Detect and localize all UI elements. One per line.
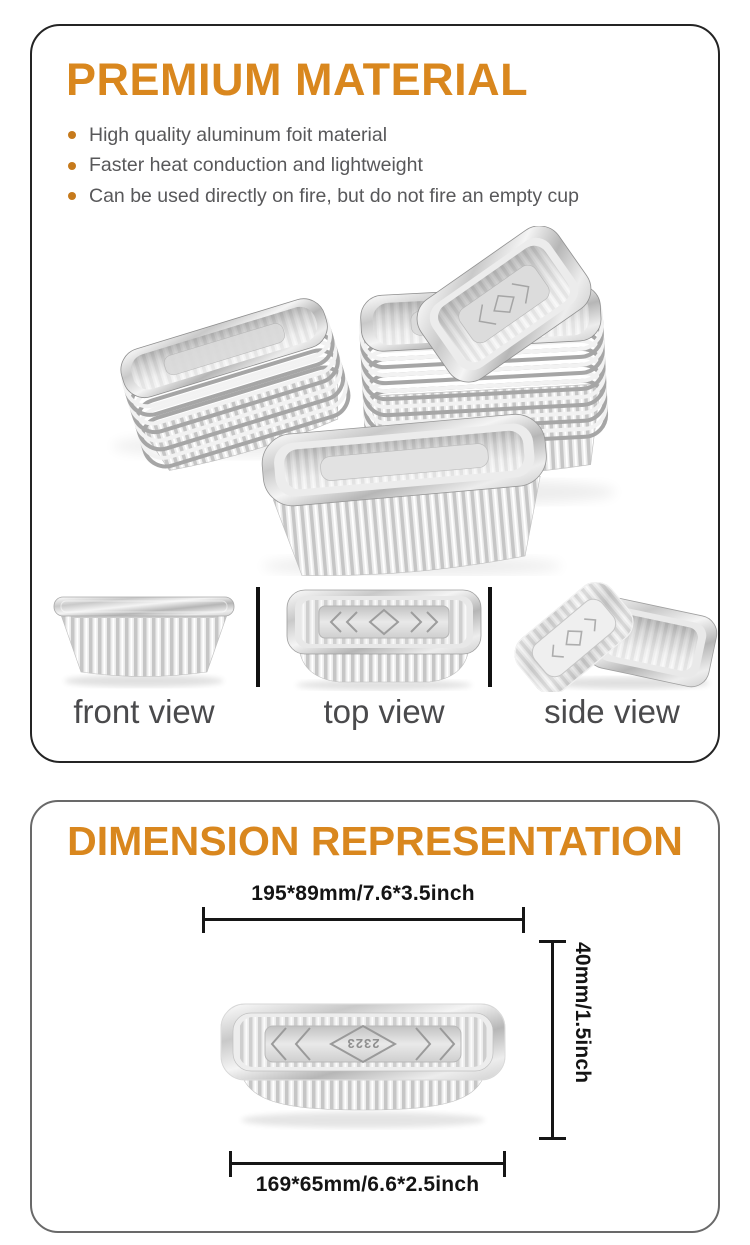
side-view-cell	[510, 582, 714, 730]
bullet-item	[68, 155, 579, 175]
bottom-dimension-label: 169*65mm/6.6*2.5inch	[255, 1173, 480, 1196]
view-label: top view	[323, 693, 445, 730]
view-label: front view	[73, 693, 215, 730]
bullet-dot-icon	[68, 192, 76, 200]
bullet-text: Faster heat conduction and lightweight	[89, 154, 423, 177]
top-view-illustration	[279, 582, 489, 692]
front-view-cell	[38, 582, 250, 730]
product-photo-illustration	[32, 226, 718, 576]
bottom-measure-line	[230, 1162, 505, 1165]
front-view-illustration	[44, 582, 244, 692]
bullet-text: High quality aluminum foit material	[89, 124, 388, 146]
measure-tick	[539, 1137, 566, 1140]
view-label: side view	[544, 693, 680, 730]
top-dimension-label: 195*89mm/7.6*3.5inch	[251, 882, 475, 905]
premium-material-card	[30, 24, 720, 763]
dimension-pan-illustration	[213, 986, 513, 1134]
top-measure-line	[203, 918, 525, 921]
dimension-card	[30, 800, 720, 1233]
front-pan	[260, 412, 556, 576]
bullet-item	[68, 125, 579, 145]
bullet-dot-icon	[68, 131, 76, 139]
bullet-text: Can be used directly on fire, but do not fire an empty cup	[89, 184, 579, 207]
premium-title: PREMIUM MATERIAL	[66, 54, 529, 105]
bullet-item	[68, 186, 579, 206]
pan-marking-text: 2323	[346, 1036, 380, 1051]
view-divider	[256, 587, 260, 687]
height-dimension-label: 40mm/1.5inch	[571, 942, 594, 1084]
feature-bullet-list	[68, 125, 579, 216]
height-measure-line	[551, 940, 554, 1140]
side-view-illustration	[510, 582, 720, 692]
measure-tick	[539, 940, 566, 943]
dimension-title: DIMENSION REPRESENTATION	[67, 818, 683, 864]
measure-tick	[202, 907, 205, 933]
bullet-dot-icon	[68, 162, 76, 170]
views-row	[32, 582, 718, 742]
top-view-cell	[276, 582, 492, 730]
measure-tick	[522, 907, 525, 933]
